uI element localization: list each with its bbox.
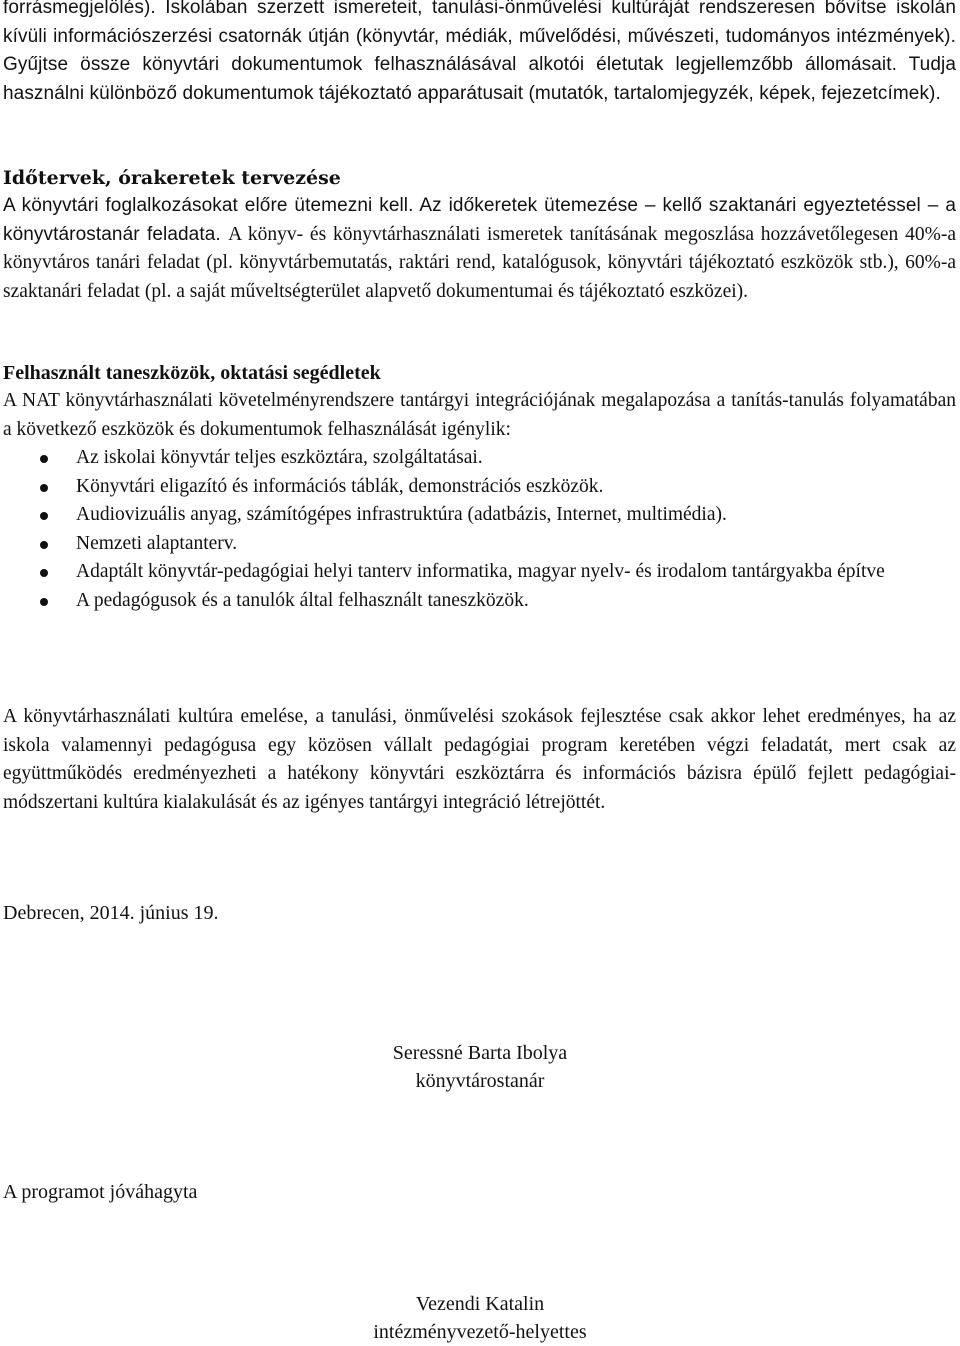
signatory-title: intézményvezető-helyettes: [373, 1321, 587, 1343]
list-item: Az iskolai könyvtár teljes eszköztára, szolgáltatásai.: [3, 444, 956, 473]
section-heading-timeplans: Időtervek, órakeretek tervezése: [3, 167, 341, 189]
list-item: Audiovizuális anyag, számítógépes infrastruktúra (adatbázis, Internet, multimédia).: [3, 501, 956, 530]
intro-text-a: forrásmegjelölés).: [3, 0, 166, 18]
timeplans-paragraph: [3, 192, 956, 306]
signature-block-librarian: [320, 1039, 640, 1095]
signature-block-deputy: [300, 1290, 660, 1346]
list-item: A pedagógusok és a tanulók által felhasznált taneszközök.: [3, 587, 956, 616]
signatory-name: Vezendi Katalin: [415, 1293, 545, 1315]
bullet-icon: [40, 484, 48, 492]
timeplans-text-a: A könyvtári foglalkozásokat előre ütemezni kell. Az időkeretek ütemezése – kellő szaktanári egyeztetéssel – a könyvtárostanár feladata.: [3, 195, 956, 245]
intro-text-b: Iskolában szerzett ismereteit, tanulási-önművelési kultúráját rendszeresen bővítse iskolán kívüli információszerzési csatornák útján (könyvtár, médiák, művelődési, művészeti, tudományos intézmények). Gyűjtse össze könyvtári dokumentumok felhasználásával alkotói életutak legjellemzőbb állomásait. Tudja használni különböző dokumentumok tájékoztató apparátusait (mutatók, tartalomjegyzék, képek, fejezetcímek).: [3, 0, 956, 104]
approval-line: A programot jóváhagyta: [3, 1181, 198, 1203]
list-item: Adaptált könyvtár-pedagógiai helyi tanterv informatika, magyar nyelv- és irodalom tantárgyakba építve: [3, 558, 956, 587]
closing-paragraph: A könyvtárhasználati kultúra emelése, a tanulási, önművelési szokások fejlesztése csak akkor lehet eredményes, ha az iskola valamennyi pedagógusa egy közösen vállalt pedagógiai program keretében végzi feladatát, mert csak az együttműködés eredményezheti a hatékony könyvtári eszköztárra és információs bázisra épülő fejlett pedagógiai-módszertani kultúra kialakulását és az igényes tantárgyi integráció létrejöttét.: [3, 706, 956, 813]
list-item: Könyvtári eligazító és információs táblák, demonstrációs eszközök.: [3, 473, 956, 502]
list-item: Nemzeti alaptanterv.: [3, 530, 956, 559]
bullet-icon: [40, 569, 48, 577]
signatory-title: könyvtárostanár: [415, 1070, 545, 1092]
signatory-name: Seressné Barta Ibolya: [392, 1042, 568, 1064]
bullet-icon: [40, 598, 48, 606]
bullet-icon: [40, 541, 48, 549]
timeplans-text-b: A könyv- és könyvtárhasználati ismeretek tanításának megoszlása hozzávetőlegesen 40%-a könyvtáros tanári feladat (pl. könyvtárbemutatás, raktári rend, katalógusok, könyvtári tájékoztató eszközök stb.), 60%-a szaktanári feladat (pl. a saját műveltségterület alapvető dokumentumai és tájékoztató eszközei).: [3, 223, 956, 302]
tools-list: [3, 444, 956, 616]
bullet-icon: [40, 512, 48, 520]
section-heading-tools: Felhasznált taneszközök, oktatási segédletek: [3, 362, 381, 384]
tools-paragraph: A NAT könyvtárhasználati követelményrendszere tantárgyi integrációjának megalapozása a tanítás-tanulás folyamatában a következő eszközök és dokumentumok felhasználását igénylik:: [3, 390, 956, 440]
intro-paragraph: [3, 0, 956, 108]
date-line: Debrecen, 2014. június 19.: [3, 902, 219, 924]
bullet-icon: [40, 455, 48, 463]
